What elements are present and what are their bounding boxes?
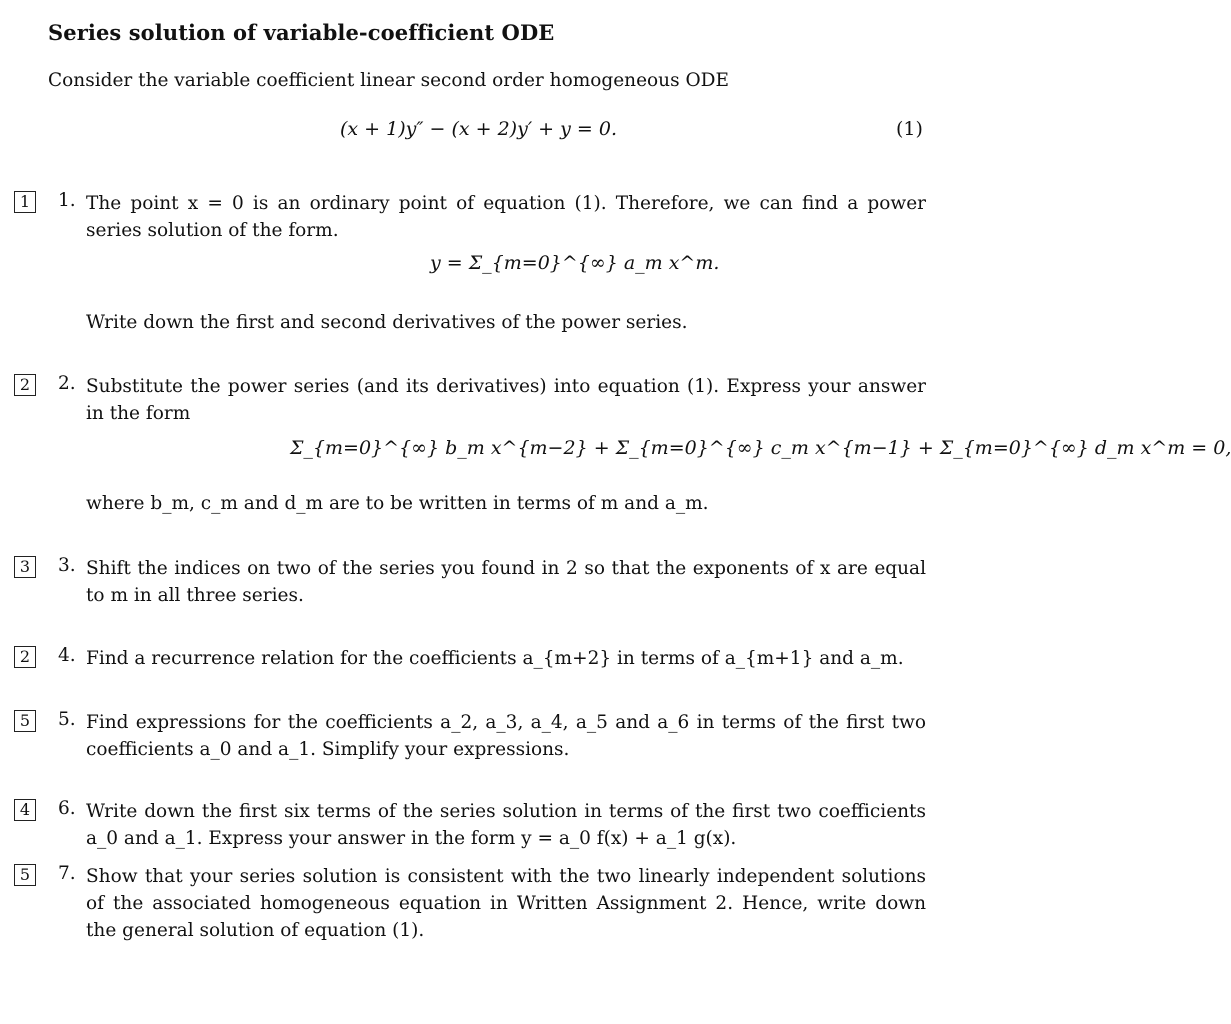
- question-number: 7.: [58, 863, 76, 884]
- question-followup: where b_m, c_m and d_m are to be written in terms of m and a_m.: [86, 493, 709, 514]
- marks-badge: 2: [14, 374, 36, 396]
- marks-badge: 4: [14, 799, 36, 821]
- document-title: Series solution of variable-coefficient ODE: [48, 20, 555, 45]
- question-number: 5.: [58, 709, 76, 730]
- marks-badge: 1: [14, 191, 36, 213]
- question-number: 1.: [58, 190, 76, 211]
- marks-badge: 3: [14, 556, 36, 578]
- question-text: Find expressions for the coefficients a_2, a_3, a_4, a_5 and a_6 in terms of the first two coefficients a_0 and a_1. Simplify your expressions.: [86, 712, 926, 760]
- power-series-equation: y = Σ_{m=0}^{∞} a_m x^m.: [430, 252, 720, 274]
- question-text: The point x = 0 is an ordinary point of equation (1). Therefore, we can find a power series solution of the form.: [86, 193, 926, 241]
- question-number: 3.: [58, 555, 76, 576]
- question-number: 6.: [58, 798, 76, 819]
- main-equation: (x + 1)y″ − (x + 2)y′ + y = 0.: [340, 118, 617, 140]
- marks-badge: 5: [14, 710, 36, 732]
- question-number: 4.: [58, 645, 76, 666]
- question-text: Write down the first six terms of the series solution in terms of the first two coefficients a_0 and a_1. Express your answer in the form y = a_0 f(x) + a_1 g(x).: [86, 801, 926, 849]
- series-form-equation: Σ_{m=0}^{∞} b_m x^{m−2} + Σ_{m=0}^{∞} c_m x^{m−1} + Σ_{m=0}^{∞} d_m x^m = 0,: [290, 437, 1231, 459]
- question-text: Substitute the power series (and its derivatives) into equation (1). Express your answer in the form: [86, 376, 926, 424]
- marks-badge: 2: [14, 646, 36, 668]
- question-text: Shift the indices on two of the series you found in 2 so that the exponents of x are equal to m in all three series.: [86, 558, 926, 606]
- intro-text: Consider the variable coefficient linear second order homogeneous ODE: [48, 70, 729, 91]
- equation-number: (1): [896, 118, 923, 140]
- question-number: 2.: [58, 373, 76, 394]
- question-text: Find a recurrence relation for the coefficients a_{m+2} in terms of a_{m+1} and a_m.: [86, 648, 904, 669]
- question-followup: Write down the first and second derivatives of the power series.: [86, 312, 688, 333]
- marks-badge: 5: [14, 864, 36, 886]
- question-text: Show that your series solution is consistent with the two linearly independent solutions of the associated homogeneous equation in Written Assignment 2. Hence, write down the general solution of equation (1).: [86, 866, 926, 941]
